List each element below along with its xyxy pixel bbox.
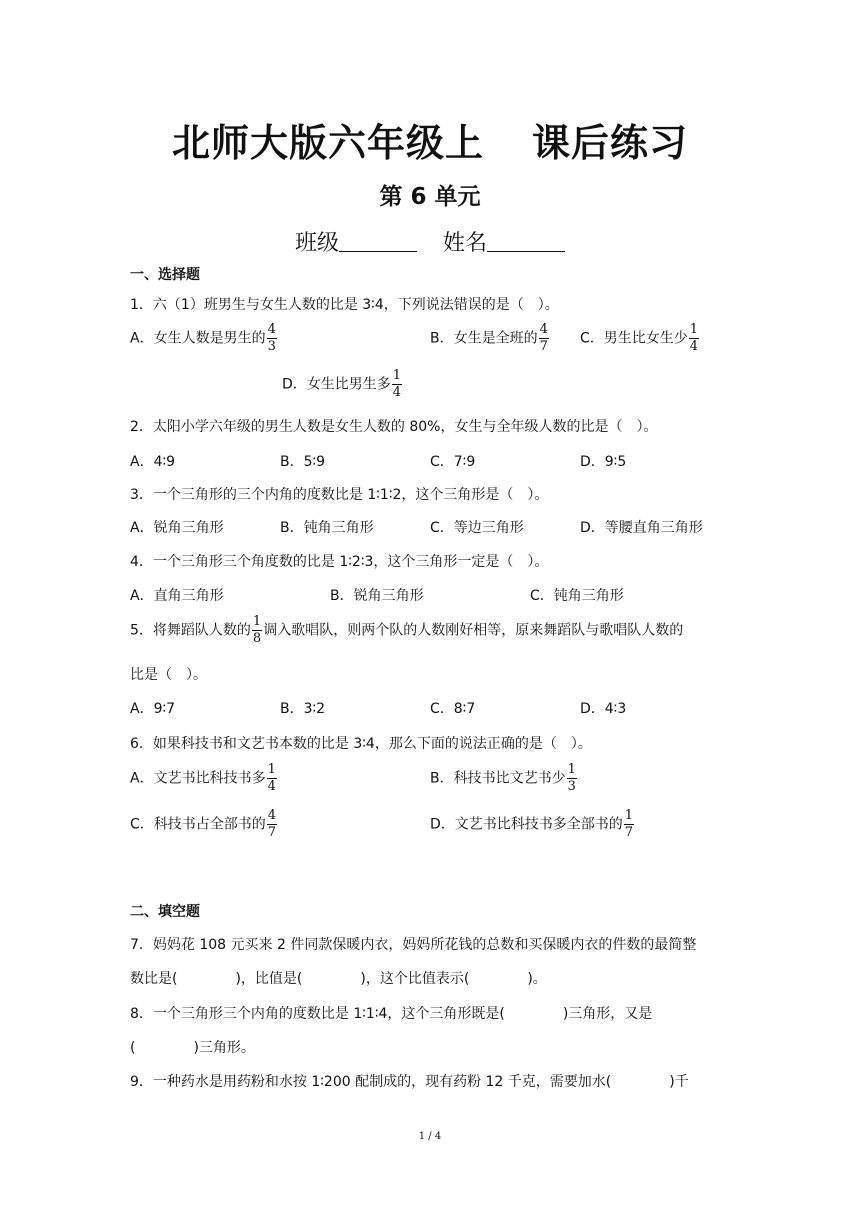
question-7-line2 [130, 968, 547, 988]
numerator: 1 [267, 762, 276, 777]
q5-option-b[interactable]: B．3∶2 [280, 701, 326, 717]
name-label: 姓名 [443, 231, 488, 256]
fraction [252, 614, 262, 647]
q6-option-d[interactable] [430, 808, 635, 841]
question-5-stem-line2: 比是（ ）。 [130, 667, 207, 683]
q3-option-b[interactable]: B．钝角三角形 [280, 520, 374, 536]
q2-option-c[interactable]: C．7∶9 [430, 454, 476, 470]
numerator: 4 [267, 322, 276, 337]
page-title [0, 112, 860, 167]
numerator: 4 [267, 808, 277, 823]
q1-option-b[interactable] [430, 322, 550, 355]
q8-text-c: ( [130, 1040, 136, 1056]
q9-text-b: )千 [669, 1074, 689, 1090]
option-label: C．男生比女生少 [580, 330, 688, 347]
denominator: 3 [567, 779, 576, 794]
q4-option-b[interactable]: B．锐角三角形 [330, 588, 424, 604]
q5-option-a[interactable]: A．9∶7 [130, 701, 176, 717]
q5-stem-before: 5．将舞蹈队人数的 [130, 622, 251, 639]
page-number: 1 / 4 [418, 1131, 442, 1142]
section-title-fill: 二、填空题 [130, 904, 200, 920]
option-label: B．女生是全班的 [430, 330, 538, 347]
title-left: 北师大版六年级上 [171, 121, 484, 165]
q2-option-d[interactable]: D．9∶5 [580, 454, 627, 470]
denominator: 4 [392, 385, 402, 400]
fraction [267, 762, 277, 795]
denominator: 4 [267, 779, 276, 794]
option-label: D．文艺书比科技书多全部书的 [430, 816, 623, 833]
q9-text-a: 9．一种药水是用药粉和水按 1∶200 配制成的，现有药粉 12 千克，需要加水( [130, 1074, 612, 1090]
denominator: 7 [267, 825, 277, 840]
name-blank[interactable] [487, 231, 565, 252]
q8-text-b: )三角形，又是 [562, 1006, 653, 1022]
option-label: D．女生比男生多 [282, 376, 391, 393]
denominator: 8 [252, 631, 262, 646]
q7-text-d: )。 [527, 971, 547, 987]
question-2-stem: 2．太阳小学六年级的男生人数是女生人数的 80%，女生与全年级人数的比是（ ）。 [130, 419, 658, 435]
q5-option-c[interactable]: C．8∶7 [430, 701, 476, 717]
q5-option-d[interactable]: D．4∶3 [580, 701, 627, 717]
numerator: 4 [539, 322, 548, 337]
q3-option-c[interactable]: C．等边三角形 [430, 520, 524, 536]
q6-option-c[interactable] [130, 808, 278, 841]
numerator: 1 [252, 614, 262, 629]
question-9-line1 [130, 1071, 689, 1091]
q2-option-b[interactable]: B．5∶9 [280, 454, 326, 470]
fraction [267, 808, 277, 841]
q7-text-a: 数比是( [130, 971, 178, 987]
fraction [267, 322, 277, 355]
q8-text-d: )三角形。 [193, 1040, 255, 1056]
class-name-line [0, 226, 860, 257]
q8-text-a: 8．一个三角形三个内角的度数比是 1∶1∶4，这个三角形既是( [130, 1006, 505, 1022]
q3-option-a[interactable]: A．锐角三角形 [130, 520, 224, 536]
question-3-stem: 3．一个三角形的三个内角的度数比是 1∶1∶2，这个三角形是（ ）。 [130, 487, 549, 503]
numerator: 1 [689, 322, 699, 337]
q7-text-b: )，比值是( [235, 971, 303, 987]
question-1-stem: 1．六（1）班男生与女生人数的比是 3∶4，下列说法错误的是（ ）。 [130, 297, 559, 313]
q6-option-b[interactable] [430, 762, 578, 795]
q4-option-c[interactable]: C．钝角三角形 [530, 588, 624, 604]
numerator: 1 [624, 808, 634, 823]
section-title-choice: 一、选择题 [130, 267, 200, 283]
question-8-line1 [130, 1003, 652, 1023]
title-right: 课后练习 [532, 121, 689, 165]
question-8-line2 [130, 1037, 255, 1057]
unit-heading: 第 6 单元 [379, 184, 481, 210]
q6-option-a[interactable] [130, 762, 278, 795]
q7-text-c: )，这个比值表示( [360, 971, 470, 987]
denominator: 3 [267, 339, 276, 354]
option-label: A．女生人数是男生的 [130, 330, 266, 347]
option-label: C．科技书占全部书的 [130, 816, 266, 833]
q3-option-d[interactable]: D．等腰直角三角形 [580, 520, 703, 536]
question-7-line1: 7．妈妈花 108 元买来 2 件同款保暖内衣，妈妈所花钱的总数和买保暖内衣的件数的最简整 [130, 937, 697, 953]
q2-option-a[interactable]: A．4∶9 [130, 454, 176, 470]
class-label: 班级 [294, 231, 339, 256]
denominator: 4 [689, 339, 699, 354]
q4-option-a[interactable]: A．直角三角形 [130, 588, 224, 604]
fraction [392, 368, 402, 401]
class-blank[interactable] [339, 231, 417, 252]
q1-option-d[interactable] [282, 368, 403, 401]
numerator: 1 [392, 368, 402, 383]
fraction [689, 322, 699, 355]
option-label: B．科技书比文艺书少 [430, 770, 566, 787]
question-4-stem: 4．一个三角形三个角度数的比是 1∶2∶3，这个三角形一定是（ ）。 [130, 554, 549, 570]
fraction [539, 322, 549, 355]
q5-stem-after: 调入歌唱队，则两个队的人数刚好相等，原来舞蹈队与歌唱队人数的 [263, 622, 684, 639]
q1-option-c[interactable] [580, 322, 700, 355]
question-6-stem: 6．如果科技书和文艺书本数的比是 3∶4，那么下面的说法正确的是（ ）。 [130, 736, 592, 752]
fraction [624, 808, 634, 841]
denominator: 7 [539, 339, 548, 354]
q1-option-a[interactable] [130, 322, 278, 355]
numerator: 1 [567, 762, 576, 777]
denominator: 7 [624, 825, 634, 840]
option-label: A．文艺书比科技书多 [130, 770, 266, 787]
fraction [567, 762, 577, 795]
question-5-stem [130, 614, 683, 647]
